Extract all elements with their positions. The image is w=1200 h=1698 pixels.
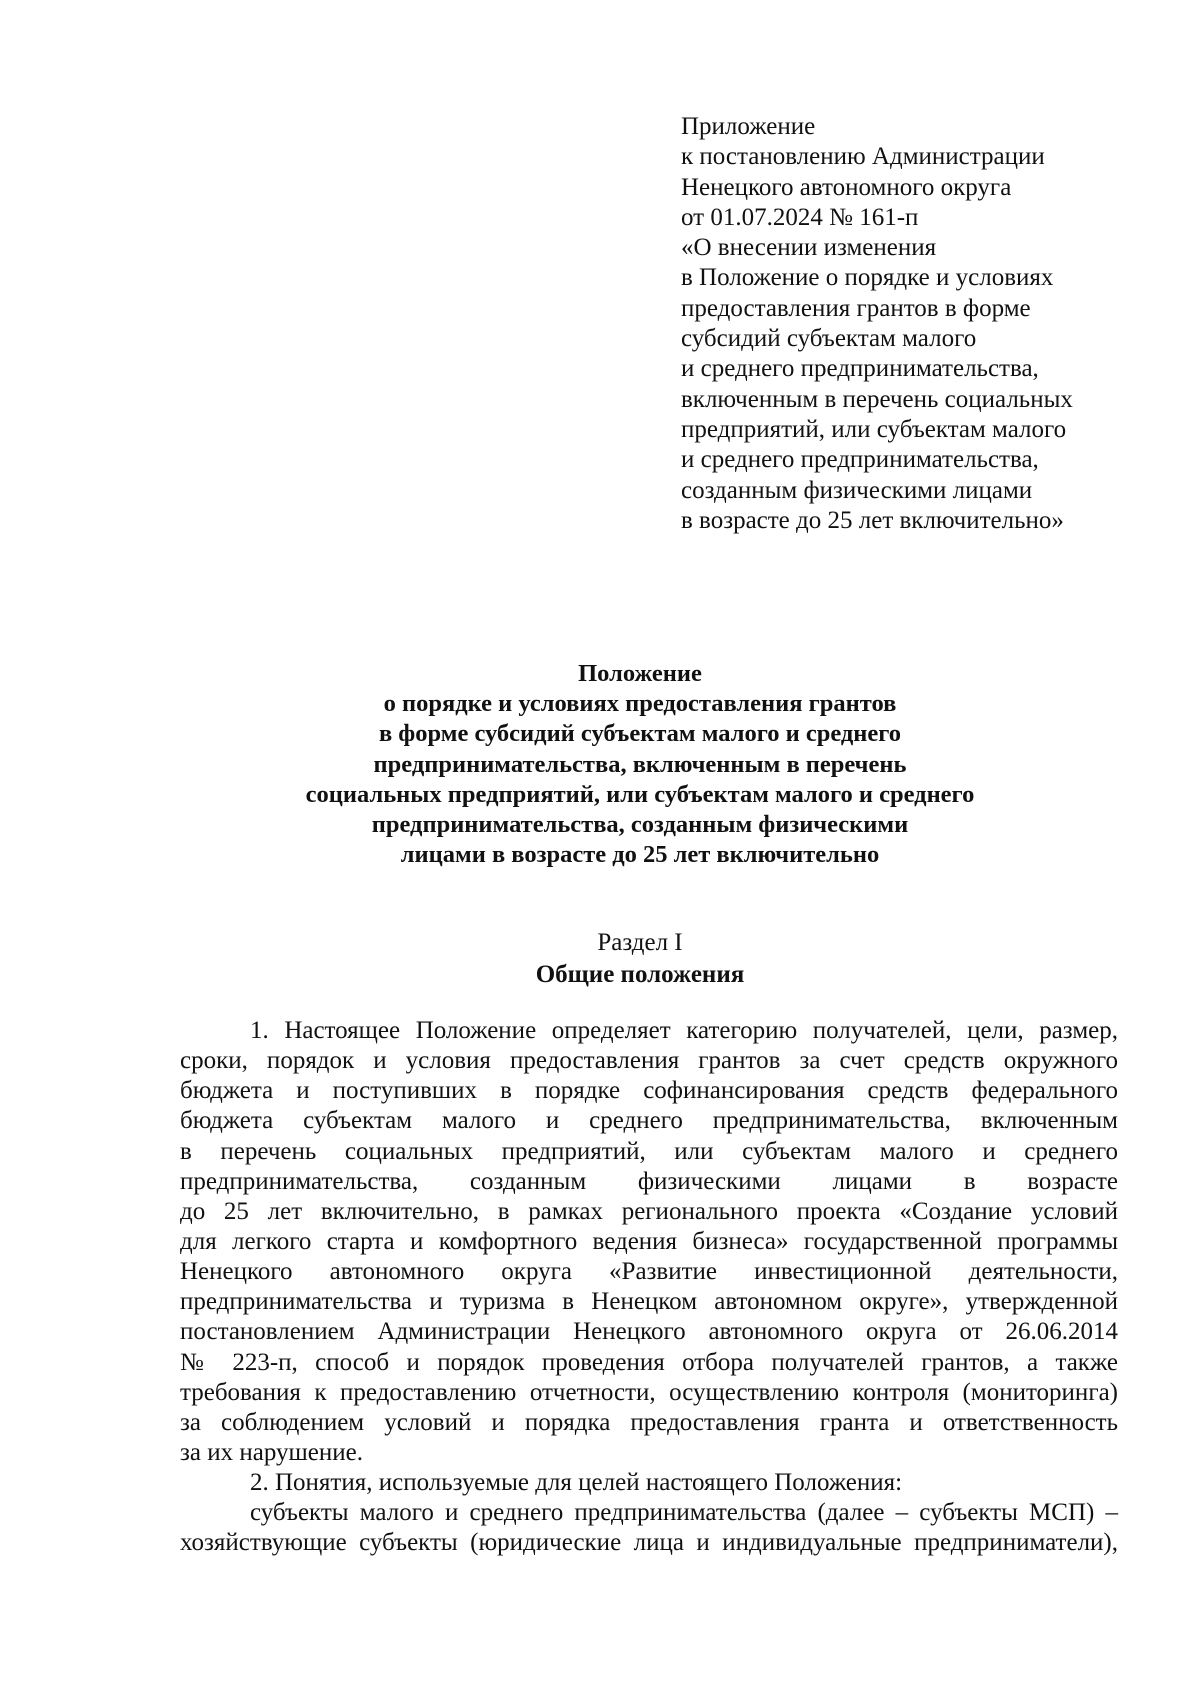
paragraph-line: для легкого старта и комфортного ведения бизнеса» государственной программы bbox=[180, 1227, 1118, 1255]
document-title-line: социальных предприятий, или субъектам малого и среднего bbox=[305, 780, 975, 808]
paragraph-line: за соблюдением условий и порядка предоставления гранта и ответственность bbox=[180, 1408, 1118, 1436]
paragraph-line: бюджета субъектам малого и среднего предпринимательства, включенным bbox=[180, 1107, 1118, 1135]
appendix-line: «О внесении изменения bbox=[681, 234, 937, 262]
document-title-line: Положение bbox=[578, 660, 702, 687]
paragraph-line: в перечень социальных предприятий, или субъектам малого и среднего bbox=[180, 1137, 1118, 1165]
paragraph-line: требования к предоставлению отчетности, осуществлению контроля (мониторинга) bbox=[180, 1378, 1118, 1406]
appendix-line: субсидий субъектам малого bbox=[681, 325, 977, 353]
document-title-line: в форме субсидий субъектам малого и среднего bbox=[378, 720, 902, 748]
appendix-line: и среднего предпринимательства, bbox=[681, 446, 1039, 474]
paragraph-line: предпринимательства, созданным физическими лицами в возрасте bbox=[180, 1167, 1118, 1195]
appendix-line: от 01.07.2024 № 161-п bbox=[681, 203, 919, 231]
appendix-line: к постановлению Администрации bbox=[681, 143, 1045, 171]
paragraph-line: за их нарушение. bbox=[180, 1438, 363, 1466]
document-title-line: предпринимательства, включенным в перечень bbox=[373, 750, 907, 778]
paragraph-line: 1. Настоящее Положение определяет категорию получателей, цели, размер, bbox=[250, 1017, 1118, 1044]
paragraph-line: субъекты малого и среднего предпринимательства (далее – субъекты МСП) – bbox=[250, 1499, 1118, 1527]
paragraph-line: хозяйствующие субъекты (юридические лица и индивидуальные предприниматели), bbox=[180, 1529, 1118, 1557]
body-text bbox=[180, 1016, 1118, 1559]
appendix-line: в возрасте до 25 лет включительно» bbox=[681, 506, 1064, 534]
paragraph-line: до 25 лет включительно, в рамках регионального проекта «Создание условий bbox=[180, 1197, 1118, 1225]
paragraph-line: Ненецкого автономного округа «Развитие инвестиционной деятельности, bbox=[180, 1258, 1118, 1286]
appendix-line: Приложение bbox=[681, 113, 816, 140]
document-title-line: предпринимательства, созданным физическими bbox=[371, 811, 909, 839]
document-title-line: лицами в возрасте до 25 лет включительно bbox=[400, 841, 880, 869]
appendix-line: в Положение о порядке и условиях bbox=[681, 264, 1054, 292]
section-title: Общие положения bbox=[535, 961, 745, 988]
paragraph-line: № 223-п, способ и порядок проведения отбора получателей грантов, а также bbox=[180, 1348, 1118, 1376]
appendix-line: предприятий, или субъектам малого bbox=[681, 415, 1067, 443]
paragraph-line: бюджета и поступивших в порядке софинансирования средств федерального bbox=[180, 1077, 1118, 1105]
appendix-line: созданным физическими лицами bbox=[681, 476, 1033, 504]
document-title bbox=[120, 659, 1160, 870]
paragraph-line: предпринимательства и туризма в Ненецком автономном округе», утвержденной bbox=[180, 1288, 1118, 1316]
appendix-line: Ненецкого автономного округа bbox=[681, 173, 1012, 201]
document-title-line: о порядке и условиях предоставления грантов bbox=[383, 690, 897, 718]
paragraph-line: сроки, порядок и условия предоставления грантов за счет средств окружного bbox=[180, 1047, 1118, 1075]
paragraph-line: постановлением Администрации Ненецкого автономного округа от 26.06.2014 bbox=[180, 1318, 1118, 1346]
appendix-line: включенным в перечень социальных bbox=[681, 385, 1073, 413]
appendix-line: предоставления грантов в форме bbox=[681, 294, 1031, 322]
section-number: Раздел I bbox=[597, 929, 683, 956]
appendix-header bbox=[681, 112, 1121, 536]
paragraph-line: 2. Понятия, используемые для целей настоящего Положения: bbox=[250, 1469, 903, 1497]
appendix-line: и среднего предпринимательства, bbox=[681, 355, 1039, 383]
